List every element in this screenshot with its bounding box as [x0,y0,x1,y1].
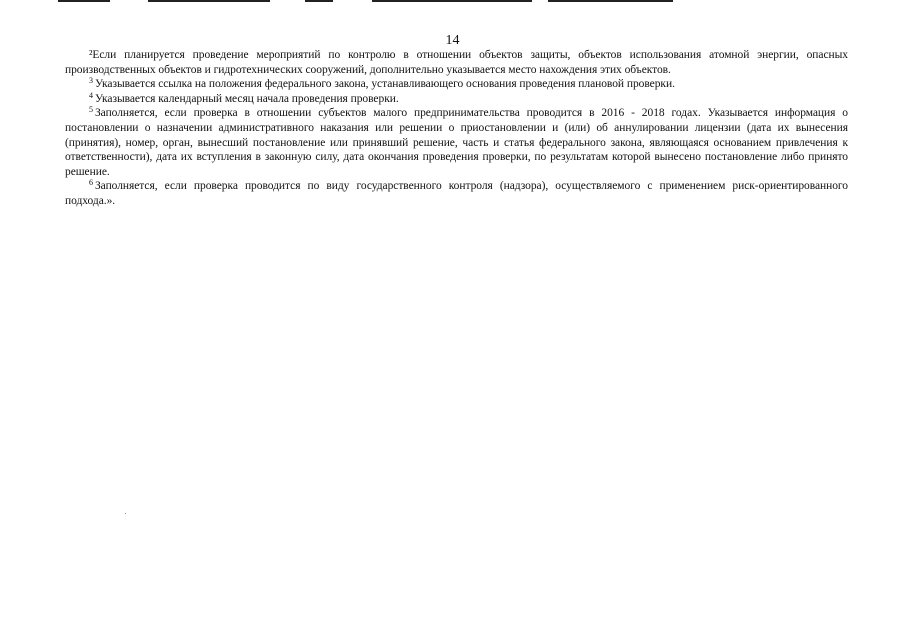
footnote-marker: 6 [89,178,93,188]
footnote-3 [65,77,848,92]
footnotes-block [65,48,848,209]
footnote-text: Заполняется, если проверка в отношении субъектов малого предпринимательства проводится в 2016 - 2018 годах. Указывается информация о постановлении о назначении административного наказания или решении о приостановлении и (или) об аннулировании лицензии (дата их вынесения (принятия), номер, орган, вынесший постановление или принявший решение, часть и статья федерального закона, являющаяся основанием привлечения к ответственности), дата их вступления в законную силу, дата окончания проведения проверки, по результатам которой вынесено постановление либо принято решение. [65,107,848,178]
scan-speck [125,513,126,514]
footnote-marker: 4 [89,90,93,100]
footnote-2 [65,48,848,77]
scan-top-edge [0,0,905,3]
footnote-marker: ² [89,49,93,61]
page-number: 14 [445,33,460,48]
footnote-marker: 3 [89,76,93,86]
scan-edge-mark [58,0,110,2]
footnote-text: Указывается ссылка на положения федерального закона, устанавливающего основания проведения плановой проверки. [94,78,675,91]
scan-edge-mark [372,0,532,2]
footnote-text: Если планируется проведение мероприятий по контролю в отношении объектов защиты, объектов использования атомной энергии, опасных производственных объектов и гидротехнических сооружений, дополнительно указывается место нахождения этих объектов. [65,49,848,76]
footnote-text: Указывается календарный месяц начала проведения проверки. [94,92,399,105]
footnote-marker: 5 [89,105,93,115]
scan-edge-mark [148,0,270,2]
footnote-text: Заполняется, если проверка проводится по виду государственного контроля (надзора), осуществляемого с применением риск-ориентированного подхода.». [65,180,848,207]
footnote-6 [65,179,848,208]
scan-edge-mark [548,0,673,2]
scan-edge-mark [305,0,333,2]
footnote-5 [65,106,848,179]
footnote-4 [65,92,848,107]
